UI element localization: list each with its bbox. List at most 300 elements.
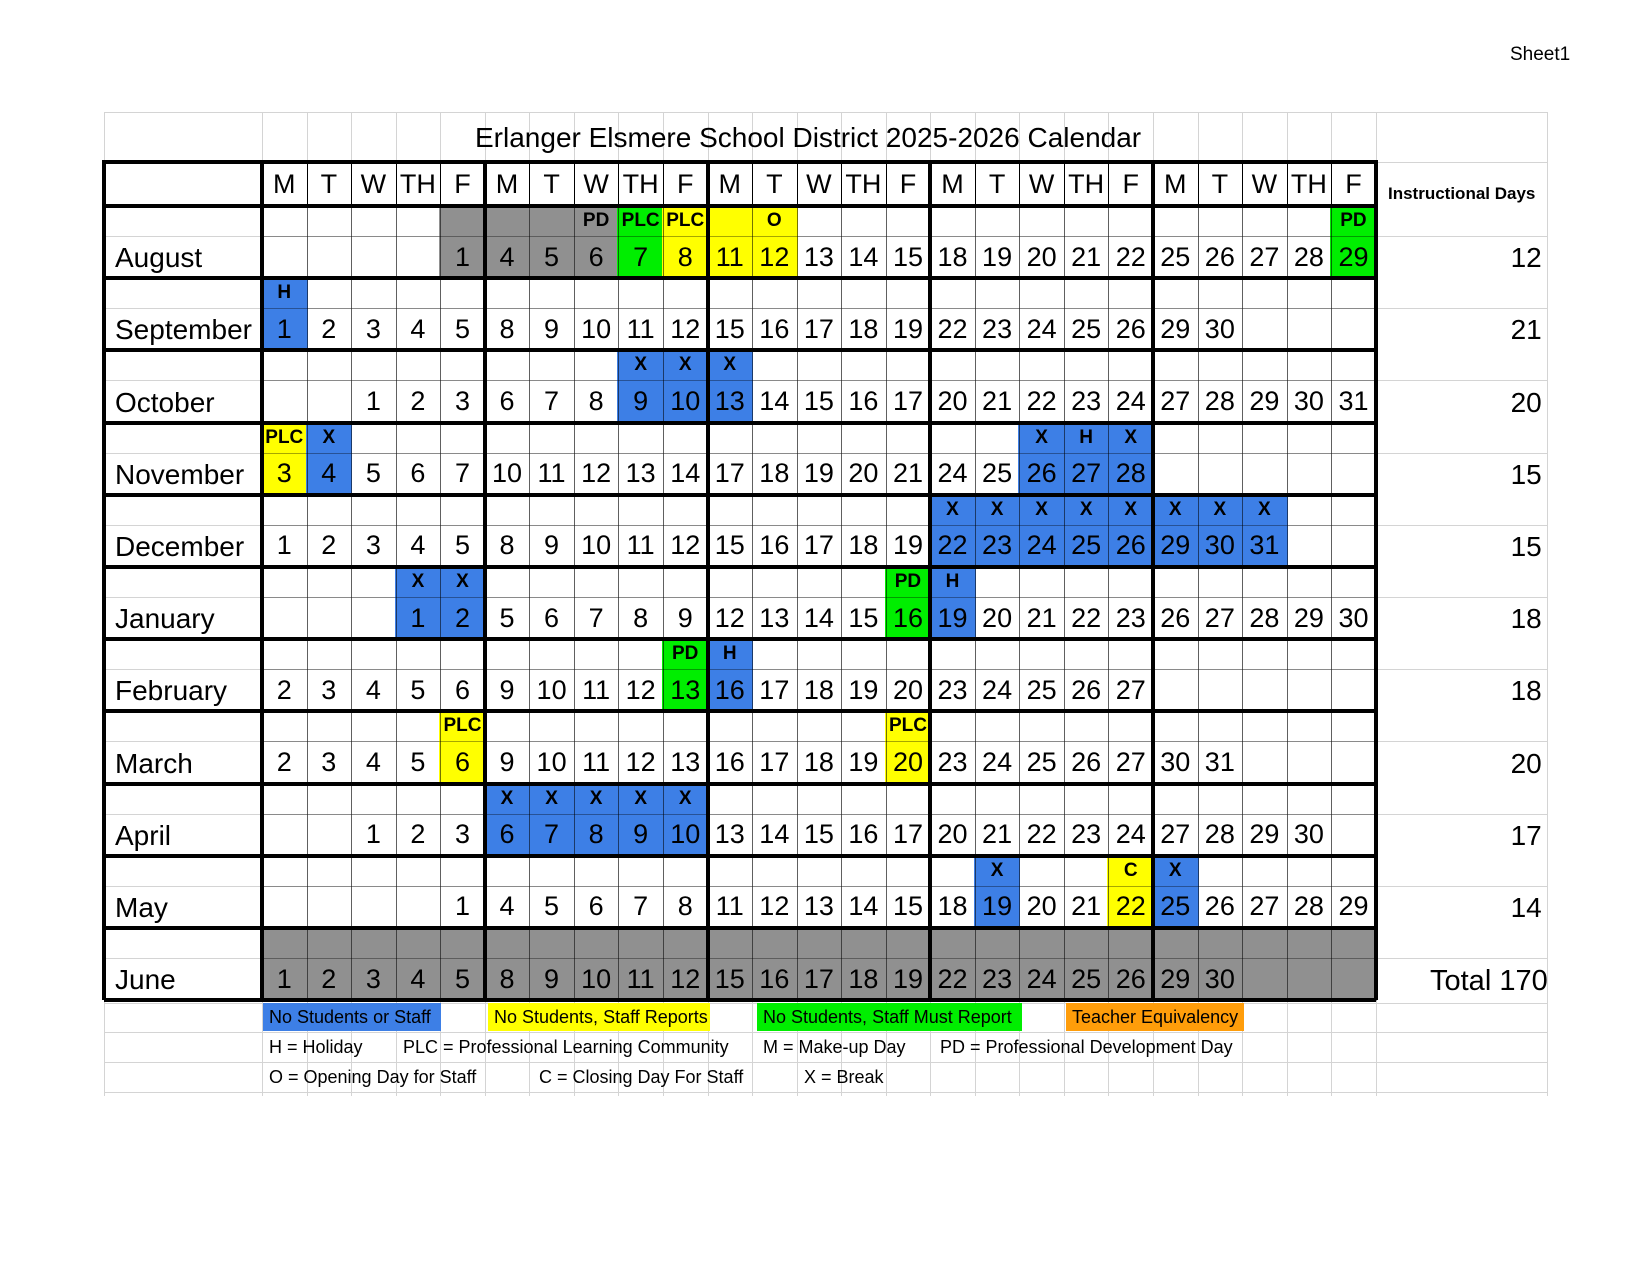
day-code-cell xyxy=(797,423,842,453)
day-code-cell xyxy=(1108,639,1153,669)
day-code-cell xyxy=(307,495,352,525)
gridline xyxy=(262,958,1376,959)
day-cell xyxy=(1287,308,1332,350)
day-cell: 25 xyxy=(1026,746,1057,777)
gridline xyxy=(262,525,1376,526)
day-code-cell xyxy=(1331,567,1376,597)
day-cell: 2 xyxy=(307,958,352,1000)
day-header: TH xyxy=(1068,168,1105,199)
day-cell: 27 xyxy=(1064,453,1109,495)
day-cell xyxy=(1153,669,1198,711)
day-cell: 17 xyxy=(714,458,745,489)
day-code-cell xyxy=(841,784,886,814)
day-cell: 2 xyxy=(321,530,337,561)
instructional-days-header: Instructional Days xyxy=(1388,184,1536,203)
month-label-october: October xyxy=(115,386,215,418)
gridline xyxy=(663,162,664,206)
day-code-cell xyxy=(663,928,708,958)
day-cell: 22 xyxy=(1115,241,1146,272)
day-code-cell xyxy=(529,928,574,958)
day-cell xyxy=(1331,814,1376,856)
border xyxy=(104,782,1376,786)
gridline xyxy=(1108,206,1109,1000)
border xyxy=(104,926,1376,930)
day-cell xyxy=(262,380,307,422)
day-cell: 14 xyxy=(759,819,790,850)
day-code-cell xyxy=(975,639,1020,669)
day-code-cell: H xyxy=(262,278,307,308)
day-cell: 20 xyxy=(937,819,968,850)
day-code-cell xyxy=(262,928,307,958)
instructional-days-total: Total 170 xyxy=(1430,965,1548,997)
day-code-cell xyxy=(1331,495,1376,525)
day-code-cell xyxy=(529,711,574,741)
day-code-cell xyxy=(1153,928,1198,958)
day-cell: 14 xyxy=(759,385,790,416)
day-code-cell xyxy=(1198,784,1243,814)
day-cell: 22 xyxy=(1108,886,1153,928)
day-cell: 8 xyxy=(574,814,619,856)
day-cell: 29 xyxy=(1249,385,1280,416)
day-code-cell: X xyxy=(485,784,530,814)
day-code-cell: X xyxy=(663,350,708,380)
gridline xyxy=(262,308,1376,309)
month-label-november: November xyxy=(115,458,245,490)
day-cell: 30 xyxy=(1204,313,1235,344)
day-code-cell xyxy=(1064,928,1109,958)
day-cell xyxy=(1287,453,1332,495)
day-cell: 19 xyxy=(982,241,1013,272)
day-code-cell xyxy=(351,639,396,669)
day-code-cell: X xyxy=(975,856,1020,886)
day-cell: 24 xyxy=(1026,313,1057,344)
border xyxy=(104,854,1376,858)
day-code-cell xyxy=(886,350,931,380)
day-cell: 24 xyxy=(1115,819,1146,850)
day-cell xyxy=(1242,308,1287,350)
border xyxy=(1151,160,1155,1000)
day-code-cell xyxy=(663,495,708,525)
day-cell xyxy=(1287,525,1332,567)
day-cell xyxy=(262,814,307,856)
day-cell: 4 xyxy=(365,746,381,777)
day-code-cell xyxy=(1108,278,1153,308)
day-code-cell xyxy=(841,423,886,453)
day-code-cell xyxy=(930,711,975,741)
gridline xyxy=(104,112,1548,113)
day-cell: 28 xyxy=(1249,602,1280,633)
day-code-cell xyxy=(1331,423,1376,453)
day-code-cell xyxy=(1287,928,1332,958)
day-cell: 15 xyxy=(892,891,923,922)
day-code-cell: X xyxy=(1019,423,1064,453)
day-cell xyxy=(1331,958,1376,1000)
day-cell: 15 xyxy=(892,241,923,272)
day-cell xyxy=(262,236,307,278)
day-code-cell xyxy=(1153,350,1198,380)
day-cell: 29 xyxy=(1331,236,1376,278)
day-code-cell xyxy=(440,928,485,958)
day-code-cell xyxy=(485,567,530,597)
day-cell: 10 xyxy=(536,674,567,705)
day-code-cell: X xyxy=(618,784,663,814)
day-code-cell xyxy=(351,495,396,525)
day-cell: 15 xyxy=(708,958,753,1000)
day-code-cell xyxy=(752,423,797,453)
day-code-cell xyxy=(1153,278,1198,308)
day-cell: 14 xyxy=(803,602,834,633)
day-cell: 5 xyxy=(454,530,470,561)
day-cell: 9 xyxy=(544,530,560,561)
day-cell: 16 xyxy=(759,530,790,561)
legend-break: X = Break xyxy=(804,1066,884,1087)
gridline xyxy=(618,206,619,1000)
day-cell: 17 xyxy=(759,746,790,777)
day-header: F xyxy=(454,168,471,199)
day-cell: 28 xyxy=(1204,819,1235,850)
day-code-cell xyxy=(351,784,396,814)
day-code-cell xyxy=(1287,350,1332,380)
day-code-cell xyxy=(529,206,574,236)
month-label-september: September xyxy=(115,314,252,346)
day-cell: 24 xyxy=(982,746,1013,777)
day-code-cell xyxy=(529,856,574,886)
day-code-cell xyxy=(1064,350,1109,380)
day-code-cell xyxy=(841,278,886,308)
day-code-cell xyxy=(663,856,708,886)
instructional-days-may: 14 xyxy=(1510,891,1542,923)
day-cell: 30 xyxy=(1160,746,1191,777)
day-header: T xyxy=(766,168,783,199)
day-cell: 26 xyxy=(1108,958,1153,1000)
instructional-days-november: 15 xyxy=(1510,458,1542,490)
day-code-cell xyxy=(618,423,663,453)
gridline xyxy=(529,206,530,1000)
day-code-cell xyxy=(1064,784,1109,814)
day-cell: 24 xyxy=(1019,958,1064,1000)
day-code-cell xyxy=(440,278,485,308)
gridline xyxy=(975,206,976,1000)
day-cell: 29 xyxy=(1249,819,1280,850)
day-code-cell: X xyxy=(1019,495,1064,525)
day-code-cell xyxy=(841,567,886,597)
day-header: M xyxy=(718,168,742,199)
day-code-cell xyxy=(797,567,842,597)
day-cell: 28 xyxy=(1108,453,1153,495)
day-cell: 27 xyxy=(1249,891,1280,922)
day-code-cell xyxy=(975,928,1020,958)
day-cell: 25 xyxy=(982,458,1013,489)
day-header: W xyxy=(1028,168,1055,199)
day-code-cell xyxy=(930,206,975,236)
border xyxy=(104,276,1376,280)
day-cell: 27 xyxy=(1204,602,1235,633)
day-code-cell xyxy=(752,639,797,669)
day-code-cell: PD xyxy=(663,639,708,669)
day-code-cell xyxy=(485,278,530,308)
day-header: M xyxy=(273,168,296,199)
day-code-cell xyxy=(841,206,886,236)
day-code-cell xyxy=(396,206,441,236)
day-code-cell xyxy=(975,567,1020,597)
day-code-cell xyxy=(396,350,441,380)
day-cell: 3 xyxy=(454,819,470,850)
day-code-cell xyxy=(1198,711,1243,741)
day-cell: 20 xyxy=(1026,891,1057,922)
day-code-cell: X xyxy=(574,784,619,814)
day-code-cell xyxy=(396,639,441,669)
day-code-cell xyxy=(1198,856,1243,886)
day-code-cell xyxy=(930,856,975,886)
day-code-cell: X xyxy=(1064,495,1109,525)
day-code-cell xyxy=(1019,567,1064,597)
day-code-cell xyxy=(1198,423,1243,453)
gridline xyxy=(1287,206,1288,1000)
day-cell: 28 xyxy=(1293,891,1324,922)
gridline xyxy=(1108,162,1109,206)
day-code-cell xyxy=(1331,278,1376,308)
day-code-cell xyxy=(752,495,797,525)
day-cell: 24 xyxy=(982,674,1013,705)
day-code-cell xyxy=(708,567,753,597)
day-code-cell xyxy=(708,928,753,958)
day-code-cell xyxy=(262,856,307,886)
gridline xyxy=(752,162,753,206)
calendar-title: Erlanger Elsmere School District 2025-2026 Calendar xyxy=(475,122,1142,153)
day-code-cell xyxy=(1242,278,1287,308)
day-cell: 18 xyxy=(803,746,834,777)
day-code-cell xyxy=(708,278,753,308)
day-code-cell xyxy=(1242,567,1287,597)
day-code-cell xyxy=(708,711,753,741)
day-code-cell xyxy=(841,639,886,669)
day-cell: 27 xyxy=(1115,674,1146,705)
instructional-days-january: 18 xyxy=(1510,603,1542,635)
day-header: M xyxy=(1164,168,1187,199)
day-code-cell xyxy=(396,423,441,453)
day-code-cell xyxy=(440,350,485,380)
day-code-cell xyxy=(307,784,352,814)
day-code-cell xyxy=(975,206,1020,236)
day-cell: 16 xyxy=(848,819,879,850)
day-code-cell xyxy=(975,423,1020,453)
day-code-cell xyxy=(1287,423,1332,453)
day-code-cell: PD xyxy=(574,206,619,236)
day-code-cell xyxy=(1287,784,1332,814)
day-code-cell xyxy=(1064,567,1109,597)
day-cell: 20 xyxy=(892,674,923,705)
day-cell xyxy=(396,886,441,928)
day-code-cell xyxy=(1331,350,1376,380)
day-cell xyxy=(1331,308,1376,350)
day-cell xyxy=(307,380,352,422)
gridline xyxy=(262,236,1376,237)
day-code-cell xyxy=(1153,567,1198,597)
day-code-cell xyxy=(440,206,485,236)
day-cell xyxy=(1331,669,1376,711)
day-code-cell xyxy=(396,928,441,958)
border xyxy=(260,160,264,1000)
day-code-cell xyxy=(574,711,619,741)
day-code-cell xyxy=(351,350,396,380)
day-cell: 18 xyxy=(937,241,968,272)
day-cell: 5 xyxy=(410,746,426,777)
day-cell: 11 xyxy=(715,891,744,922)
day-code-cell xyxy=(618,278,663,308)
day-cell: 1 xyxy=(365,385,381,416)
gridline xyxy=(618,162,619,206)
legend-closing: C = Closing Day For Staff xyxy=(539,1066,744,1087)
gridline xyxy=(663,206,664,1000)
gridline xyxy=(262,453,1376,454)
day-code-cell xyxy=(841,856,886,886)
day-code-cell xyxy=(1153,784,1198,814)
day-cell: 12 xyxy=(581,458,612,489)
day-cell: 12 xyxy=(625,674,656,705)
gridline xyxy=(841,206,842,1000)
day-code-cell xyxy=(1331,928,1376,958)
day-cell: 26 xyxy=(1071,674,1102,705)
day-cell: 31 xyxy=(1242,525,1287,567)
border xyxy=(928,160,932,1000)
day-cell: 6 xyxy=(588,891,604,922)
day-code-cell xyxy=(618,711,663,741)
day-cell: 6 xyxy=(410,458,426,489)
day-code-cell xyxy=(1108,928,1153,958)
day-code-cell xyxy=(708,784,753,814)
day-code-cell xyxy=(975,278,1020,308)
day-cell: 10 xyxy=(574,958,619,1000)
day-cell: 2 xyxy=(276,674,292,705)
gridline xyxy=(262,597,1376,598)
border xyxy=(104,421,1376,425)
day-cell: 7 xyxy=(454,458,470,489)
day-code-cell xyxy=(663,567,708,597)
gridline xyxy=(307,206,308,1000)
day-code-cell xyxy=(529,495,574,525)
day-cell: 18 xyxy=(803,674,834,705)
day-cell xyxy=(1242,958,1287,1000)
day-cell: 22 xyxy=(1026,819,1057,850)
day-cell: 1 xyxy=(396,597,441,639)
day-cell: 1 xyxy=(454,891,470,922)
day-cell: 4 xyxy=(410,313,426,344)
day-header: W xyxy=(583,168,609,199)
day-cell: 19 xyxy=(848,746,879,777)
day-cell: 7 xyxy=(529,814,574,856)
day-code-cell xyxy=(440,423,485,453)
day-cell: 12 xyxy=(670,530,701,561)
month-label-may: May xyxy=(115,891,168,923)
day-cell xyxy=(1331,525,1376,567)
day-cell: 11 xyxy=(582,674,611,705)
month-label-june: June xyxy=(115,964,176,996)
border xyxy=(104,565,1376,569)
day-code-cell: X xyxy=(396,567,441,597)
day-cell: 20 xyxy=(982,602,1013,633)
day-cell xyxy=(1287,669,1332,711)
day-code-cell xyxy=(752,784,797,814)
day-cell: 25 xyxy=(1160,241,1191,272)
day-code-cell xyxy=(1198,350,1243,380)
day-cell: 25 xyxy=(1071,313,1102,344)
day-header: T xyxy=(1211,168,1229,199)
day-cell: 23 xyxy=(1071,819,1102,850)
border xyxy=(104,493,1376,497)
day-code-cell xyxy=(663,278,708,308)
day-cell: 13 xyxy=(670,746,701,777)
day-code-cell xyxy=(886,278,931,308)
day-code-cell xyxy=(529,350,574,380)
day-cell xyxy=(1242,669,1287,711)
day-cell: 18 xyxy=(848,530,879,561)
day-cell: 5 xyxy=(499,602,515,633)
day-code-cell xyxy=(1108,567,1153,597)
day-cell: 7 xyxy=(633,891,649,922)
day-code-cell xyxy=(1198,206,1243,236)
day-code-cell xyxy=(797,856,842,886)
day-code-cell: PLC xyxy=(886,711,931,741)
day-code-cell xyxy=(841,711,886,741)
day-code-cell xyxy=(1019,856,1064,886)
day-code-cell: X xyxy=(975,495,1020,525)
day-cell: 12 xyxy=(759,891,790,922)
day-header: TH xyxy=(845,168,882,199)
day-header: F xyxy=(1122,168,1139,199)
day-code-cell xyxy=(485,495,530,525)
day-cell: 9 xyxy=(529,958,574,1000)
gridline xyxy=(1019,162,1020,206)
gridline xyxy=(841,162,842,206)
day-cell: 17 xyxy=(803,530,834,561)
day-cell xyxy=(1287,741,1332,783)
day-cell: 2 xyxy=(276,746,292,777)
gridline xyxy=(262,886,1376,887)
day-code-cell xyxy=(1108,784,1153,814)
day-cell: 19 xyxy=(930,597,975,639)
day-cell: 4 xyxy=(396,958,441,1000)
day-cell: 29 xyxy=(1338,891,1369,922)
day-code-cell: X xyxy=(1153,856,1198,886)
day-header: F xyxy=(676,168,694,199)
border xyxy=(1374,160,1378,1000)
gridline xyxy=(574,162,575,206)
day-code-cell xyxy=(485,423,530,453)
day-code-cell xyxy=(886,495,931,525)
day-cell xyxy=(1331,453,1376,495)
day-header: W xyxy=(806,168,832,199)
day-code-cell xyxy=(1242,423,1287,453)
legend-swatch-no-students-staff-reports: No Students, Staff Reports xyxy=(488,1003,710,1031)
day-code-cell xyxy=(396,495,441,525)
day-cell: 14 xyxy=(848,891,879,922)
day-cell: 8 xyxy=(677,891,693,922)
day-cell xyxy=(351,236,396,278)
day-cell: 3 xyxy=(321,746,337,777)
legend-makeup: M = Make-up Day xyxy=(763,1036,906,1057)
day-cell xyxy=(307,236,352,278)
day-code-cell xyxy=(307,278,352,308)
gridline xyxy=(262,669,1376,670)
day-code-cell xyxy=(1287,495,1332,525)
day-cell: 8 xyxy=(633,602,649,633)
day-cell: 14 xyxy=(670,458,701,489)
day-code-cell xyxy=(797,784,842,814)
day-code-cell xyxy=(1242,711,1287,741)
day-code-cell xyxy=(886,423,931,453)
day-cell: 29 xyxy=(1293,602,1324,633)
day-cell: 15 xyxy=(714,530,745,561)
